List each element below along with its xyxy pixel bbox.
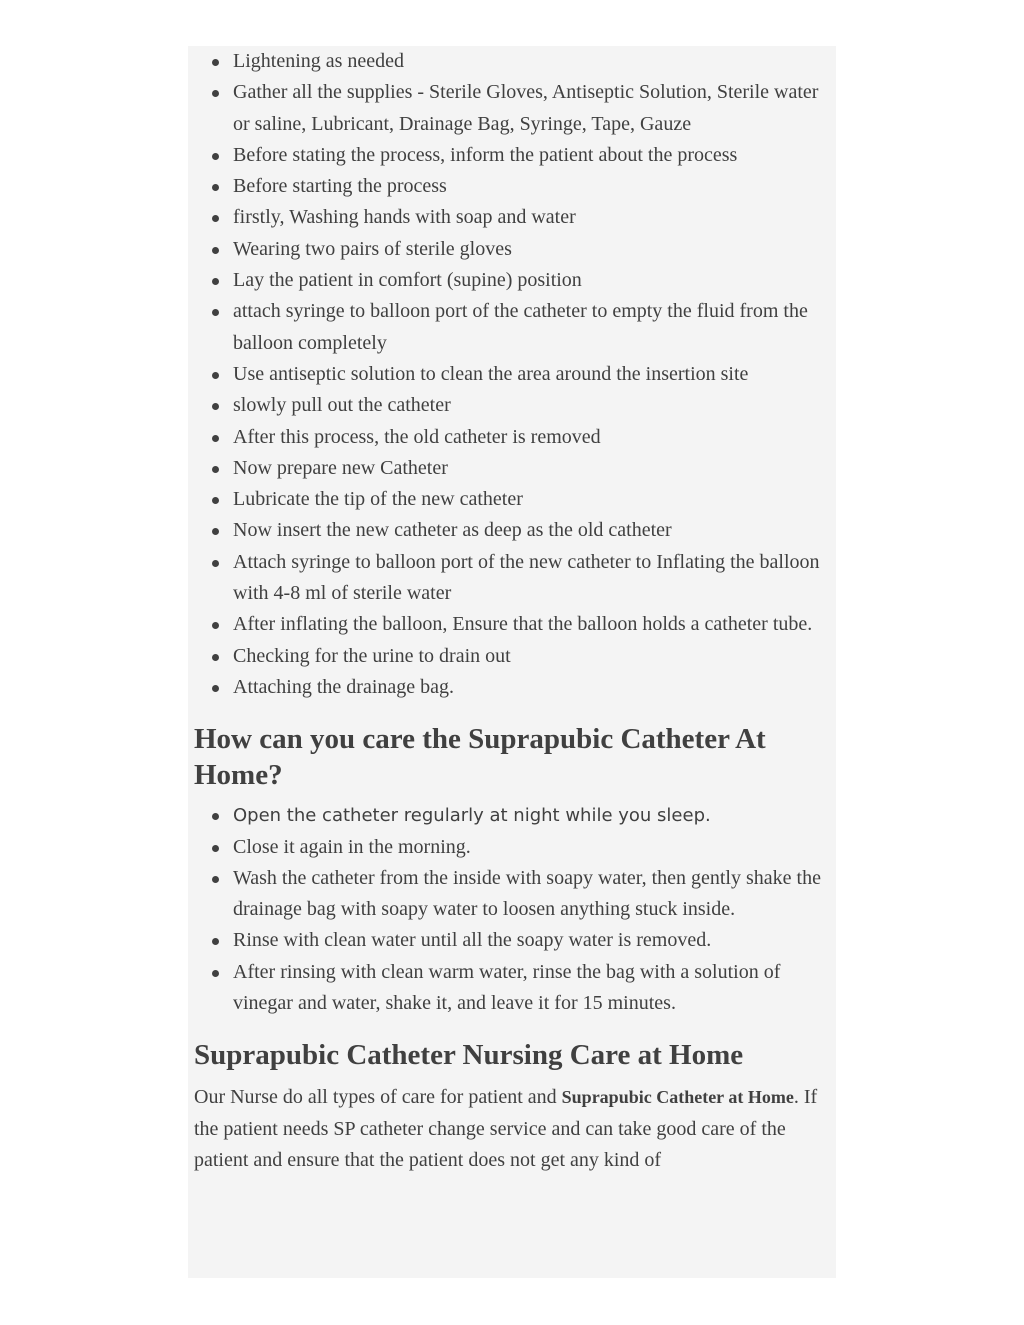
list-item: Gather all the supplies - Sterile Gloves, Antiseptic Solution, Sterile water or saline, Lubricant, Drainage Bag, Syringe, Tape, Gauze: [194, 77, 830, 140]
list-item: Use antiseptic solution to clean the area around the insertion site: [194, 359, 830, 390]
list-item: Close it again in the morning.: [194, 832, 830, 863]
list-item: Lubricate the tip of the new catheter: [194, 484, 830, 515]
care-at-home-heading: How can you care the Suprapubic Catheter At Home?: [194, 723, 766, 792]
nursing-care-paragraph: [194, 1082, 830, 1176]
list-item: slowly pull out the catheter: [194, 390, 830, 421]
paragraph-text: . If the patient needs SP catheter change service and can take good care of the patient and ensure that the patient does not get any kind of: [194, 1086, 818, 1171]
article-content: [188, 46, 836, 1278]
list-item: Checking for the urine to drain out: [194, 641, 830, 672]
list-item: firstly, Washing hands with soap and water: [194, 202, 830, 233]
list-item: Rinse with clean water until all the soapy water is removed.: [194, 925, 830, 956]
list-item: Attaching the drainage bag.: [194, 672, 830, 703]
nursing-care-heading: Suprapubic Catheter Nursing Care at Home: [194, 1039, 744, 1072]
list-item: Now prepare new Catheter: [194, 453, 830, 484]
list-item: Lay the patient in comfort (supine) position: [194, 265, 830, 296]
paragraph-text: Our Nurse do all types of care for patient and: [194, 1086, 562, 1109]
paragraph-bold-text: Suprapubic Catheter at Home: [561, 1087, 794, 1108]
list-item: Before stating the process, inform the patient about the process: [194, 140, 830, 171]
list-item: Lightening as needed: [194, 46, 830, 77]
list-item: attach syringe to balloon port of the catheter to empty the fluid from the balloon completely: [194, 296, 830, 359]
list-item: After this process, the old catheter is removed: [194, 422, 830, 453]
list-item: Wash the catheter from the inside with soapy water, then gently shake the drainage bag with soapy water to loosen anything stuck inside.: [194, 863, 830, 926]
catheter-change-steps-list: [194, 46, 830, 703]
list-item: Attach syringe to balloon port of the new catheter to Inflating the balloon with 4-8 ml of sterile water: [194, 547, 830, 610]
list-item: After inflating the balloon, Ensure that the balloon holds a catheter tube.: [194, 609, 830, 640]
list-item: Wearing two pairs of sterile gloves: [194, 234, 830, 265]
list-item: Before starting the process: [194, 171, 830, 202]
list-item: Now insert the new catheter as deep as the old catheter: [194, 515, 830, 546]
list-item: Open the catheter regularly at night while you sleep.: [194, 800, 830, 831]
list-item: After rinsing with clean warm water, rinse the bag with a solution of vinegar and water, shake it, and leave it for 15 minutes.: [194, 957, 830, 1020]
care-at-home-list: [194, 800, 830, 1019]
